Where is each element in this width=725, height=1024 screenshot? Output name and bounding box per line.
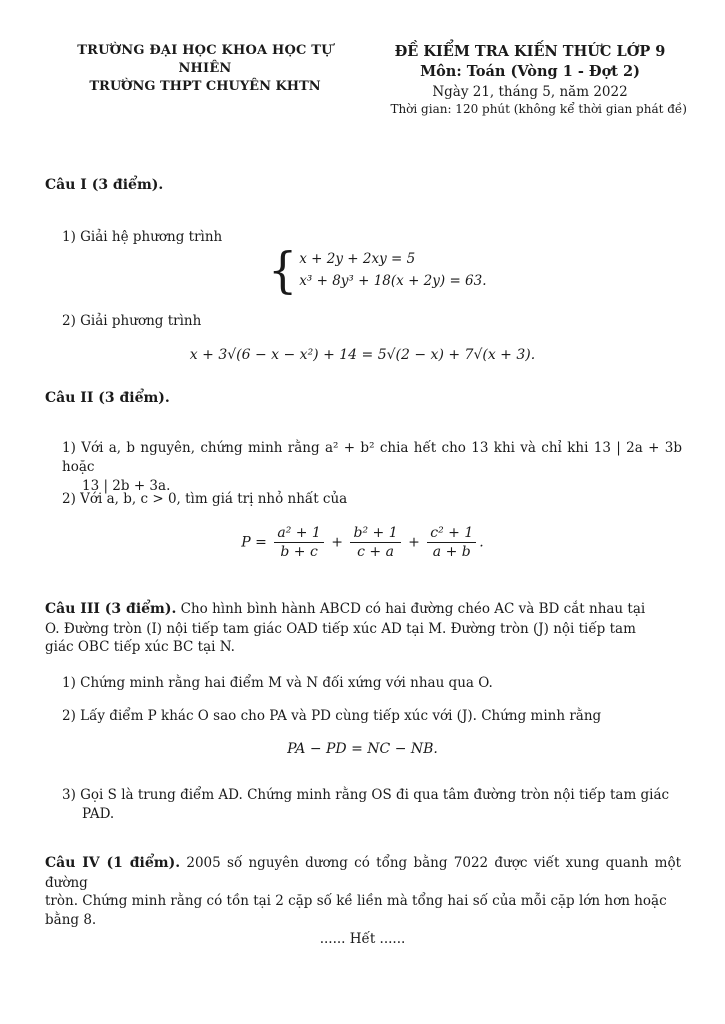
q3-part3-line1: 3) Gọi S là trung điểm AD. Chứng minh rằng OS đi qua tâm đường tròn nội tiếp tam giác (62, 787, 670, 803)
school-name: TRƯỜNG THPT CHUYÊN KHTN (89, 79, 321, 95)
q1-eq2: x³ + 8y³ + 18(x + 2y) = 63. (299, 273, 487, 289)
plus-sign-2: + (408, 534, 420, 551)
q2-part1 (62, 439, 682, 496)
q2-part1-line2: 13 | 2b + 3a. (82, 477, 171, 494)
exam-date: Ngày 21, tháng 5, năm 2022 (432, 83, 628, 100)
q1-title: Câu I (3 điểm). (45, 177, 164, 193)
q4-line2: tròn. Chứng minh rằng có tồn tại 2 cặp số kề liền mà tổng hai số của mỗi cặp lớn hơn hoặc (45, 893, 667, 910)
q4-line3: bằng 8. (45, 912, 97, 929)
q1-system (268, 241, 487, 299)
school-header (55, 42, 355, 97)
brace-symbol: { (268, 241, 298, 299)
fraction-1: $\frac{\text{a² + 1}}{b + c}$ (274, 524, 324, 561)
q3-title: Câu III (3 điểm). (45, 601, 177, 617)
q3-equation: PA − PD = NC − NB. (287, 741, 438, 757)
q2-part1-line1: 1) Với a, b nguyên, chứng minh rằng a² + b² chia hết cho 13 khi và chỉ khi 13 | 2a + 3b hoặc (62, 440, 682, 475)
end-marker: ...... Hết ...... (319, 931, 406, 947)
q1-eq1: x + 2y + 2xy = 5 (299, 251, 416, 267)
period: . (479, 534, 484, 551)
exam-title: ĐỀ KIỂM TRA KIẾN THỨC LỚP 9 (394, 43, 666, 60)
q2-title: Câu II (3 điểm). (45, 390, 170, 406)
p-lhs: P = (241, 534, 267, 551)
q3-intro-line3: giác OBC tiếp xúc BC tại N. (45, 639, 235, 656)
exam-time: Thời gian: 120 phút (không kể thời gian phát đề) (390, 102, 687, 117)
fraction-2: $\frac{\text{b² + 1}}{c + a}$ (350, 524, 400, 561)
q4-title: Câu IV (1 điểm). (45, 855, 181, 871)
q3-part3-line2: PAD. (82, 805, 115, 822)
q3-part1: 1) Chứng minh rằng hai điểm M và N đối xứng với nhau qua O. (62, 675, 493, 691)
q3-part3 (62, 786, 682, 824)
q1-eq3: x + 3√(6 − x − x²) + 14 = 5√(2 − x) + 7√(x + 3). (189, 347, 536, 363)
q4-block (45, 854, 681, 930)
q1-part1: 1) Giải hệ phương trình (62, 229, 223, 245)
q1-part2: 2) Giải phương trình (62, 313, 202, 329)
university-name: TRƯỜNG ĐẠI HỌC KHOA HỌC TỰ NHIÊN (77, 43, 333, 77)
q2-expression (0, 524, 725, 561)
plus-sign-1: + (331, 534, 344, 551)
fraction-3: $\frac{\text{c² + 1}}{a + b}$ (427, 524, 476, 561)
q3-part2: 2) Lấy điểm P khác O sao cho PA và PD cùng tiếp xúc với (J). Chứng minh rằng (62, 708, 602, 724)
exam-header (365, 42, 695, 118)
q2-part2: 2) Với a, b, c > 0, tìm giá trị nhỏ nhất của (62, 491, 348, 507)
q4-line1: 2005 số nguyên dương có tổng bằng 7022 được viết xung quanh một đường (45, 855, 681, 891)
q3-intro-line2: O. Đường tròn (I) nội tiếp tam giác OAD tiếp xúc AD tại M. Đường tròn (J) nội tiếp tam (45, 620, 636, 637)
exam-subject: Môn: Toán (Vòng 1 - Đợt 2) (420, 63, 640, 81)
q3-intro (45, 600, 681, 657)
q3-intro-line1: Cho hình bình hành ABCD có hai đường chéo AC và BD cắt nhau tại (176, 601, 646, 617)
